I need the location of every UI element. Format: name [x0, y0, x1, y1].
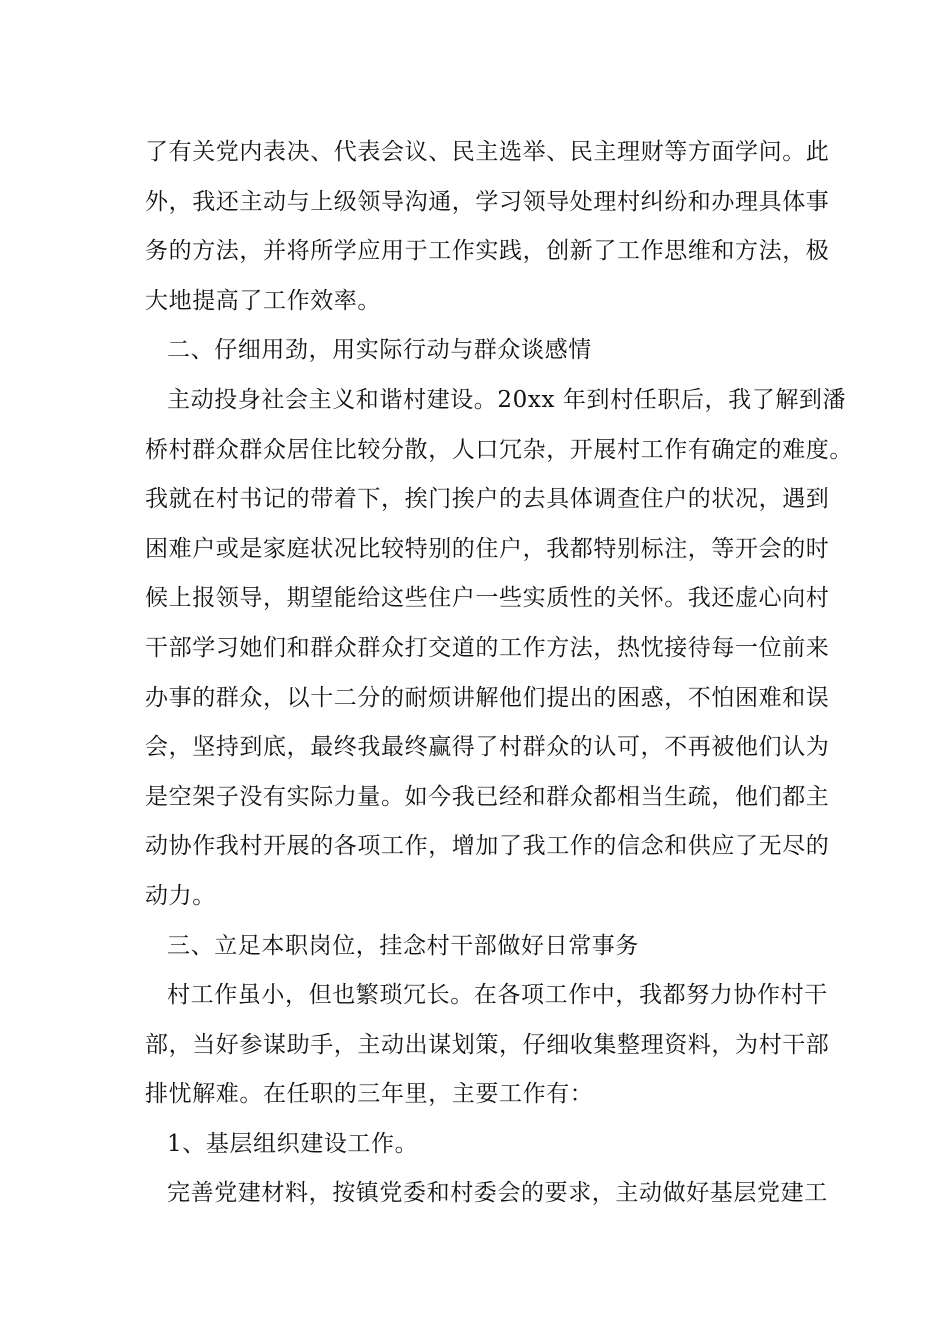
- paragraph-line: 务的方法，并将所学应用于工作实践，创新了工作思维和方法，极: [145, 238, 830, 265]
- section-heading: 三、立足本职岗位，挂念村干部做好日常事务: [167, 932, 639, 959]
- paragraph-line: 排忧解难。在任职的三年里，主要工作有：: [145, 1081, 594, 1108]
- paragraph-line: 完善党建材料，按镇党委和村委会的要求，主动做好基层党建工: [167, 1180, 828, 1207]
- paragraph-line: 了有关党内表决、代表会议、民主选举、民主理财等方面学问。此: [145, 139, 830, 165]
- paragraph-line: 外，我还主动与上级领导沟通，学习领导处理村纠纷和办理具体事: [145, 188, 830, 215]
- paragraph-line: 动力。: [145, 882, 216, 909]
- document-body: [145, 128, 853, 1219]
- paragraph-line: 桥村群众群众居住比较分散，人口冗杂，开展村工作有确定的难度。: [145, 436, 853, 463]
- paragraph-line: 候上报领导，期望能给这些住户一些实质性的关怀。我还虚心向村: [145, 585, 830, 612]
- paragraph-line: 动协作我村开展的各项工作，增加了我工作的信念和供应了无尽的: [145, 833, 830, 860]
- section-heading: 二、仔细用劲，用实际行动与群众谈感情: [167, 337, 592, 364]
- paragraph-line: 困难户或是家庭状况比较特别的住户，我都特别标注，等开会的时: [145, 535, 830, 562]
- paragraph-line: 主动投身社会主义和谐村建设。20xx 年到村任职后，我了解到潘: [167, 386, 847, 413]
- paragraph-line: 会，坚持到底，最终我最终赢得了村群众的认可，不再被他们认为: [145, 734, 830, 761]
- paragraph-line: 我就在村书记的带着下，挨门挨户的去具体调查住户的状况，遇到: [145, 486, 830, 513]
- paragraph-line: 是空架子没有实际力量。如今我已经和群众都相当生疏，他们都主: [145, 783, 830, 810]
- paragraph-line: 部，当好参谋助手，主动出谋划策，仔细收集整理资料，为村干部: [145, 1031, 830, 1058]
- paragraph-line: 大地提高了工作效率。: [145, 287, 381, 314]
- paragraph-line: 村工作虽小，但也繁琐冗长。在各项工作中，我都努力协作村干: [167, 982, 828, 1009]
- subsection-heading: 1、基层组织建设工作。: [167, 1130, 419, 1157]
- paragraph-line: 干部学习她们和群众群众打交道的工作方法，热忱接待每一位前来: [145, 634, 830, 661]
- paragraph-line: 办事的群众，以十二分的耐烦讲解他们提出的困惑，不怕困难和误: [145, 684, 830, 711]
